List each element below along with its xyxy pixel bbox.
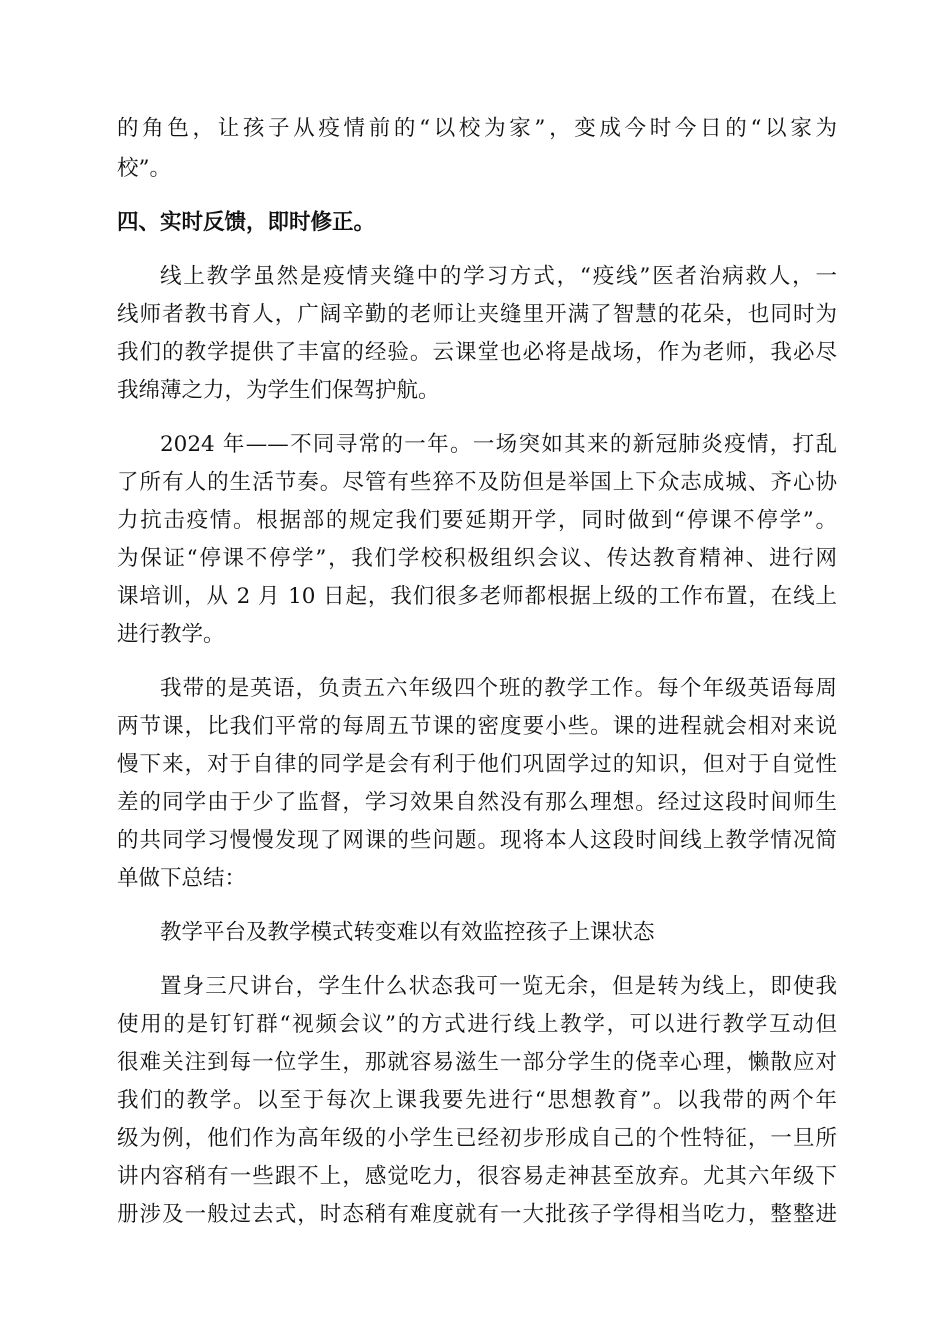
text-line: 级为例，他们作为高年级的小学生已经初步形成自己的个性特征，一旦所 [117, 1126, 837, 1151]
text-line: 差的同学由于少了监督，学习效果自然没有那么理想。经过这段时间师生 [117, 790, 837, 815]
text-line: 线师者教书育人，广阔辛勤的老师让夹缝里开满了智慧的花朵，也同时为 [117, 302, 837, 327]
text-line: 为保证“停课不停学”，我们学校积极组织会议、传达教育精神、进行网 [117, 546, 837, 571]
text-line: 讲内容稍有一些跟不上，感觉吃力，很容易走神甚至放弃。尤其六年级下 [117, 1164, 837, 1189]
text-line: 的角色，让孩子从疫情前的“以校为家”，变成今时今日的“以家为 [117, 116, 837, 141]
text-line: 线上教学虽然是疫情夹缝中的学习方式，“疫线”医者治病救人，一 [160, 264, 837, 289]
text-line: 我绵薄之力，为学生们保驾护航。 [117, 378, 440, 403]
text-line: 册涉及一般过去式，时态稍有难度就有一大批孩子学得相当吃力，整整进 [117, 1202, 837, 1227]
text-line: 置身三尺讲台，学生什么状态我可一览无余，但是转为线上，即使我 [160, 974, 837, 999]
text-line: 我带的是英语，负责五六年级四个班的教学工作。每个年级英语每周 [160, 676, 837, 701]
text-line: 很难关注到每一位学生，那就容易滋生一部分学生的侥幸心理，懒散应对 [117, 1050, 837, 1075]
text-line: 单做下总结： [117, 866, 247, 891]
subheading: 教学平台及教学模式转变难以有效监控孩子上课状态 [160, 920, 655, 945]
text-line: 校”。 [117, 156, 171, 181]
text-line: 进行教学。 [117, 622, 225, 647]
text-line: 课培训，从 2 月 10 日起，我们很多老师都根据上级的工作布置，在线上 [117, 584, 837, 609]
text-line: 使用的是钉钉群“视频会议”的方式进行线上教学，可以进行教学互动但 [117, 1012, 837, 1037]
text-line: 我们的教学提供了丰富的经验。云课堂也必将是战场，作为老师，我必尽 [117, 340, 837, 365]
text-line: 两节课，比我们平常的每周五节课的密度要小些。课的进程就会相对来说 [117, 714, 837, 739]
text-line: 我们的教学。以至于每次上课我要先进行“思想教育”。以我带的两个年 [117, 1088, 837, 1113]
text-line: 力抗击疫情。根据部的规定我们要延期开学，同时做到“停课不停学”。 [117, 508, 837, 533]
text-line: 了所有人的生活节奏。尽管有些猝不及防但是举国上下众志成城、齐心协 [117, 470, 837, 495]
text-line: 2024 年——不同寻常的一年。一场突如其来的新冠肺炎疫情，打乱 [160, 432, 837, 457]
section-heading: 四、实时反馈，即时修正。 [117, 210, 376, 235]
text-line: 慢下来，对于自律的同学是会有利于他们巩固学过的知识，但对于自觉性 [117, 752, 837, 777]
text-line: 的共同学习慢慢发现了网课的些问题。现将本人这段时间线上教学情况简 [117, 828, 837, 853]
